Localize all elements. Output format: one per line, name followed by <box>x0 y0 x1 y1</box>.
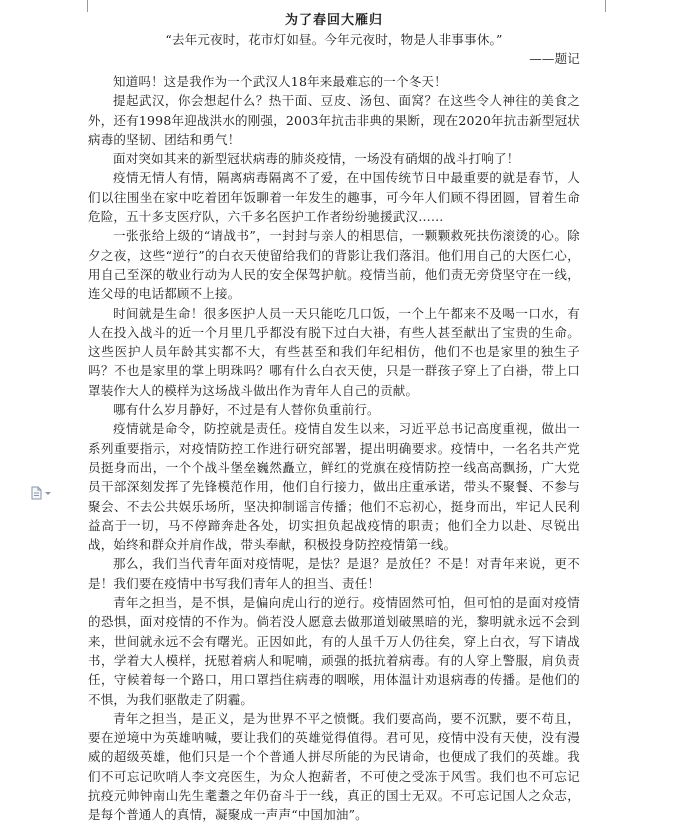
paragraph: 那么，我们当代青年面对疫情呢，是怯？是退？是放任？不是！对青年来说，更不是！我们要在疫情中书写我们青年人的担当、责任！ <box>88 556 580 591</box>
paragraph: 疫情无情人有情，隔离病毒隔离不了爱，在中国传统节日中最重要的就是春节，人们以往围坐在家中吃着团年饭聊着一年发生的趣事，可今年人们顾不得团圆，冒着生命危险，五十多支医疗队，六千多名医护工作者纷纷驰援武汉…… <box>88 170 580 225</box>
paragraph: 哪有什么岁月静好，不过是有人替你负重前行。 <box>113 402 380 418</box>
crop-mark-right <box>605 0 606 12</box>
paragraph: 青年之担当，是正义，是为世界不平之愤慨。我们要高尚，要不沉默，要不苟且，要在逆境中为英雄呐喊，要让我们的英雄觉得值得。君可见，疫情中没有天使，没有漫威的超级英雄，他们只是一个个普通人拼尽所能的为民请命，也便成了我们的英雄。我们不可忘记吹哨人李文亮医生，为众人抱薪者，不可使之受冻于风雪。我们也不可忘记抗疫元帅钟南山先生耄耋之年仍奋斗于一线，真正的国士无双。不可忘记国人之众志，是每个普通人的真情，凝聚成一声声“中国加油”。 <box>88 710 580 823</box>
crop-mark-left <box>87 0 88 12</box>
paragraph: 一张张给上级的“请战书”，一封封与亲人的相思信，一颗颗救死扶伤滚烫的心。除夕之夜，这些“逆行”的白衣天使留给我们的背影让我们落泪。他们用自己的大医仁心，用自己至深的敬业行动为人民的安全保驾护航。疫情当前，他们责无旁贷坚守在一线，连父母的电话都顾不上接。 <box>88 228 580 302</box>
paragraph: 疫情就是命令，防控就是责任。疫情自发生以来，习近平总书记高度重视，做出一系列重要指示，对疫情防控工作进行研究部署，提出明确要求。疫情中，一名名共产党员挺身而出，一个个战斗堡垒巍然矗立，鲜红的党旗在疫情防控一线高高飘扬，广大党员干部深刻发挥了先锋模范作用，他们自行接力，做出庄重承诺，带头不聚餐、不参与聚会、不去公共娱乐场所，坚决抑制谣言传播；他们不忘初心，挺身而出，牢记人民利益高于一切，马不停蹄奔赴各处，切实担负起战疫情的职责；他们全力以赴、尽锐出战，始终和群众并肩作战，带头奉献，积极投身防控疫情第一线。 <box>88 421 580 553</box>
paragraph: 提起武汉，你会想起什么？热干面、豆皮、汤包、面窝？在这些令人神往的美食之外，还有1998年迎战洪水的刚强，2003年抗击非典的果断，现在2020年抗击新型冠状病毒的坚韧、团结和勇气！ <box>88 93 580 147</box>
paragraph-options-icon[interactable] <box>30 486 52 500</box>
document-body <box>88 12 580 825</box>
document-title: 为了春回大雁归 <box>284 13 383 28</box>
paragraph: 时间就是生命！很多医护人员一天只能吃几口饭，一个上午都来不及喝一口水，有人在投入战斗的近一个月里几乎都没有脱下过白大褂，有些人甚至献出了宝贵的生命。这些医护人员年龄其实都不大，有些甚至和我们年纪相仿，他们不也是家里的独生子吗？不也是家里的掌上明珠吗？哪有什么白衣天使，只是一群孩子穿上了白褂，带上口罩装作大人的模样为这场战斗做出作为青年人自己的贡献。 <box>88 305 580 398</box>
epigraph: “去年元夜时，花市灯如昼。今年元夜时，物是人非事事休。” <box>165 32 503 47</box>
paragraph: 知道吗！这是我作为一个武汉人18年来最难忘的一个冬天！ <box>113 74 447 89</box>
epigraph-source: ——题记 <box>529 51 580 66</box>
paragraph: 青年之担当，是不惧，是偏向虎山行的逆行。疫情固然可怕，但可怕的是面对疫情的恐惧，面对疫情的不作为。倘若没人愿意去做那道划破黑暗的光，黎明就永远不会到来，世间就永远不会有曙光。正因如此，有的人虽千万人仍往矣，穿上白衣，写下请战书，学着大人模样，抚慰着病人和呢喃，顽强的抵抗着病毒。有的人穿上警服，肩负责任，守候着每一个路口，用口罩挡住病毒的咽喉，用体温计劝退病毒的传播。是他们的不惧，为我们驱散走了阴霾。 <box>88 595 580 707</box>
paragraph: 面对突如其来的新型冠状病毒的肺炎疫情，一场没有硝烟的战斗打响了！ <box>113 151 520 167</box>
